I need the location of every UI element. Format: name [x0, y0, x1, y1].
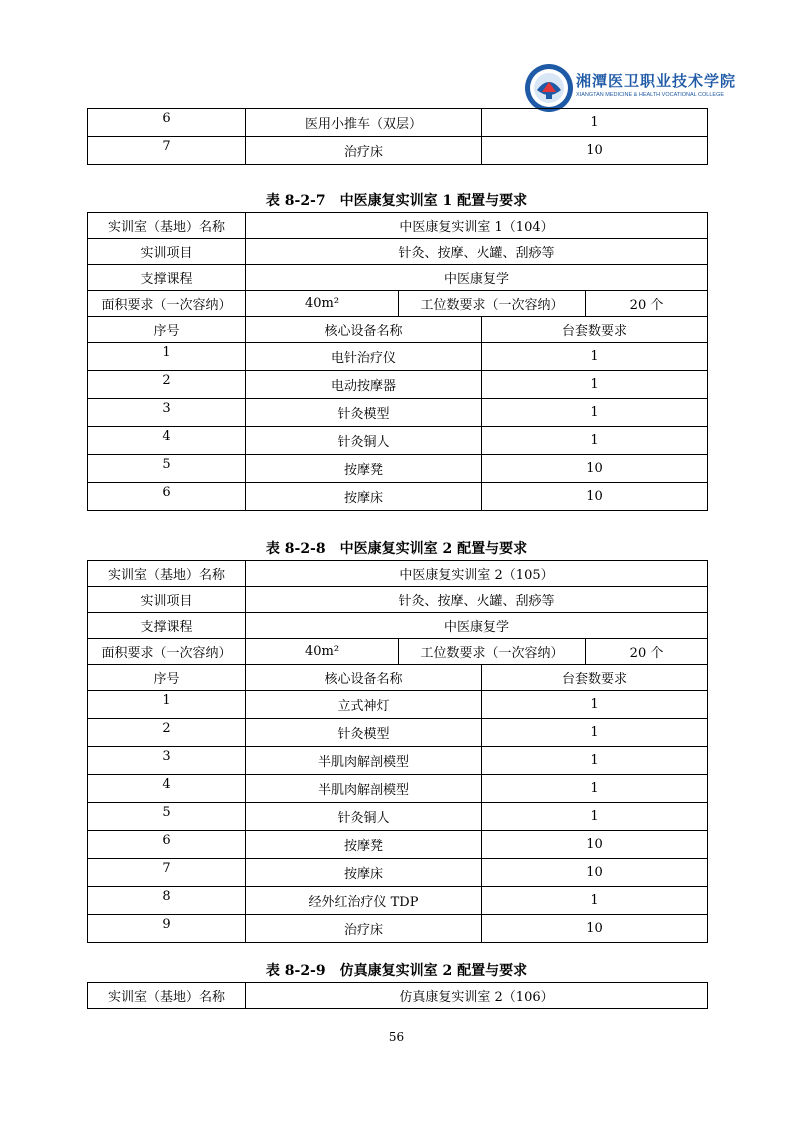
table-row [88, 399, 708, 427]
row-number: 7 [88, 137, 246, 165]
equipment-name: 治疗床 [246, 137, 482, 165]
equipment-name: 电针治疗仪 [246, 343, 482, 371]
equipment-name: 电动按摩器 [246, 371, 482, 399]
continuation-table [87, 108, 708, 165]
row-number: 1 [88, 691, 246, 719]
col-header-name: 核心设备名称 [246, 317, 482, 343]
table-row [88, 859, 708, 887]
row-number: 6 [88, 831, 246, 859]
room-row [88, 561, 708, 587]
table-row [88, 915, 708, 943]
equipment-name: 针灸铜人 [246, 803, 482, 831]
table-caption-827: 表 8-2-7 中医康复实训室 1 配置与要求 [265, 193, 528, 209]
equipment-name: 医用小推车（双层） [246, 109, 482, 137]
equipment-name: 按摩床 [246, 859, 482, 887]
equipment-qty: 1 [482, 343, 708, 371]
course-row [88, 265, 708, 291]
equipment-name: 按摩凳 [246, 831, 482, 859]
equipment-name: 经外红治疗仪 TDP [246, 887, 482, 915]
row-number: 6 [88, 483, 246, 511]
table-row [88, 803, 708, 831]
equipment-name: 按摩床 [246, 483, 482, 511]
equipment-qty: 1 [482, 803, 708, 831]
equipment-name: 立式神灯 [246, 691, 482, 719]
row-number: 3 [88, 399, 246, 427]
row-number: 4 [88, 775, 246, 803]
area-row [88, 639, 708, 665]
course-label: 支撑课程 [88, 265, 246, 291]
table-row [88, 747, 708, 775]
room-row [88, 983, 708, 1009]
table-caption-828: 表 8-2-8 中医康复实训室 2 配置与要求 [265, 541, 528, 557]
table-827 [87, 212, 708, 511]
equipment-qty: 10 [482, 137, 708, 165]
table-row [88, 343, 708, 371]
row-number: 7 [88, 859, 246, 887]
room-row [88, 213, 708, 239]
area-label: 面积要求（一次容纳） [88, 639, 246, 665]
equipment-qty: 1 [482, 887, 708, 915]
station-label: 工位数要求（一次容纳） [399, 291, 586, 317]
table-row [88, 109, 708, 137]
row-number: 6 [88, 109, 246, 137]
area-value: 40m² [246, 639, 399, 665]
row-number: 5 [88, 455, 246, 483]
project-value: 针灸、按摩、火罐、刮痧等 [246, 587, 708, 613]
room-value: 仿真康复实训室 2（106） [246, 983, 708, 1009]
course-row [88, 613, 708, 639]
equipment-name: 针灸模型 [246, 399, 482, 427]
station-value: 20 个 [586, 639, 708, 665]
page-number: 56 [388, 1030, 405, 1044]
room-value: 中医康复实训室 1（104） [246, 213, 708, 239]
col-header-no: 序号 [88, 317, 246, 343]
equipment-qty: 10 [482, 483, 708, 511]
area-row [88, 291, 708, 317]
col-header-name: 核心设备名称 [246, 665, 482, 691]
equipment-name: 针灸模型 [246, 719, 482, 747]
equipment-qty: 1 [482, 719, 708, 747]
equipment-qty: 10 [482, 859, 708, 887]
equipment-qty: 1 [482, 427, 708, 455]
header-row [88, 317, 708, 343]
course-value: 中医康复学 [246, 265, 708, 291]
station-label: 工位数要求（一次容纳） [399, 639, 586, 665]
equipment-name: 半肌肉解剖模型 [246, 747, 482, 775]
row-number: 3 [88, 747, 246, 775]
col-header-no: 序号 [88, 665, 246, 691]
room-label: 实训室（基地）名称 [88, 213, 246, 239]
table-row [88, 427, 708, 455]
row-number: 4 [88, 427, 246, 455]
equipment-qty: 1 [482, 691, 708, 719]
project-row [88, 239, 708, 265]
equipment-qty: 1 [482, 747, 708, 775]
row-number: 2 [88, 371, 246, 399]
equipment-name: 按摩凳 [246, 455, 482, 483]
equipment-qty: 1 [482, 109, 708, 137]
equipment-qty: 1 [482, 371, 708, 399]
project-label: 实训项目 [88, 239, 246, 265]
course-label: 支撑课程 [88, 613, 246, 639]
equipment-qty: 1 [482, 399, 708, 427]
table-caption-829: 表 8-2-9 仿真康复实训室 2 配置与要求 [265, 963, 528, 979]
room-label: 实训室（基地）名称 [88, 561, 246, 587]
logo-text: 湘潭医卫职业技术学院 [576, 72, 737, 90]
equipment-qty: 10 [482, 455, 708, 483]
equipment-name: 针灸铜人 [246, 427, 482, 455]
table-828 [87, 560, 708, 943]
table-row [88, 887, 708, 915]
course-value: 中医康复学 [246, 613, 708, 639]
table-row [88, 483, 708, 511]
table-row [88, 775, 708, 803]
equipment-name: 治疗床 [246, 915, 482, 943]
equipment-qty: 10 [482, 915, 708, 943]
header-row [88, 665, 708, 691]
project-value: 针灸、按摩、火罐、刮痧等 [246, 239, 708, 265]
row-number: 2 [88, 719, 246, 747]
table-row [88, 719, 708, 747]
col-header-qty: 台套数要求 [482, 665, 708, 691]
table-row [88, 691, 708, 719]
equipment-qty: 10 [482, 831, 708, 859]
project-row [88, 587, 708, 613]
row-number: 5 [88, 803, 246, 831]
station-value: 20 个 [586, 291, 708, 317]
table-row [88, 455, 708, 483]
table-row [88, 137, 708, 165]
equipment-qty: 1 [482, 775, 708, 803]
room-value: 中医康复实训室 2（105） [246, 561, 708, 587]
logo-subtitle: XIANGTAN MEDICINE & HEALTH VOCATIONAL COLLEGE [576, 92, 725, 98]
row-number: 1 [88, 343, 246, 371]
col-header-qty: 台套数要求 [482, 317, 708, 343]
project-label: 实训项目 [88, 587, 246, 613]
table-row [88, 371, 708, 399]
table-row [88, 831, 708, 859]
room-label: 实训室（基地）名称 [88, 983, 246, 1009]
row-number: 8 [88, 887, 246, 915]
area-label: 面积要求（一次容纳） [88, 291, 246, 317]
table-829 [87, 982, 708, 1009]
row-number: 9 [88, 915, 246, 943]
equipment-name: 半肌肉解剖模型 [246, 775, 482, 803]
area-value: 40m² [246, 291, 399, 317]
